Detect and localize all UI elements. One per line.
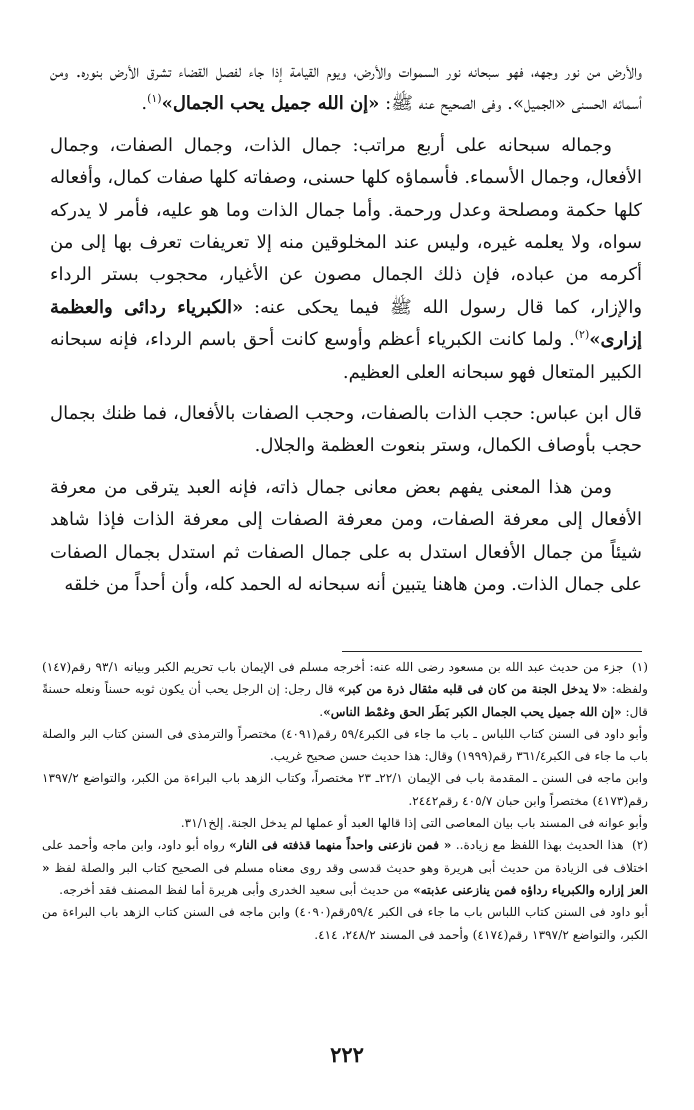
footnote-1-ref-ibn-majah: وابن ماجه فى السنن ـ المقدمة باب فى الإيمان ٢٢/١ـ ٢٣ مختصراً، وكتاب الزهد باب البراءة من الكبر، والتواضع ١٣٩٧/٢ رقم(٤١٧٣) مختصراً وابن حبان ٤٠٥/٧ رقم٢٤٤٢. bbox=[42, 771, 648, 808]
footnote-ref-2[interactable]: (٢) bbox=[574, 328, 590, 342]
footnote-number: (١) bbox=[631, 660, 648, 674]
footnote-2: (٢) هذا الحديث بهذا اللفظ مع زيادة.. « فمن نازعنى واحداً منهما قذفته فى النار» رواه أبو داود، وابن ماجه وأحمد على اختلاف فى الزيادة من حديث أبى هريرة وهو حديث قدسى وقد روى معناه مسلم فى الصحيح كتاب البر والصلة لفظ « العز إزاره والكبرياء رداؤه فمن ينازعنى عذبته» من حديث أبى سعيد الخدرى وأبى هريرة أما لفظ المصنف فقد أخرجه. bbox=[42, 834, 648, 901]
paragraph-4: ومن هذا المعنى يفهم بعض معانى جمال ذاته، فإنه العبد يترقى من معرفة الأفعال إلى معرفة الصفات، ومن معرفة الصفات إلى معرفة الذات فإذا شاهد شيئاً من جمال الأفعال استدل به على جمال الصفات ثم استدل بجمال الصفات على جمال الذات. ومن هاهنا يتبين أنه سبحانه له الحمد كله، وأن أحداً من خلقه bbox=[50, 476, 642, 596]
paragraph-2: وجماله سبحانه على أربع مراتب: جمال الذات، وجمال الصفات، وجمال الأفعال، وجمال الأسماء. فأسماؤه كلها حسنى، وصفاته كلها صفات كمال، وأفعاله كلها حكمة ومصلحة وعدل ورحمة. وأما جمال الذات وما هو عليه، فأمر لا يدركه سواه، ولا يعلمه غيره، وليس عند المخلوقين منه إلا تعريفات تعرف بها إلى من أكرمه من عباده، فإن ذلك الجمال مصون عن الأغيار، محجوب بستر الرداء والإزار، كما قال رسول الله ﷺ فيما يحكى عنه: «الكبرياء ردائى والعظمة إزارى»$^{(٢)}$. ولما كانت الكبرياء أعظم وأوسع كانت أحق باسم الرداء، فإنه سبحانه الكبير المتعال فهو سبحانه العلى العظيم. bbox=[50, 134, 643, 383]
footnote-1: (١) جزء من حديث عبد الله بن مسعود رضى الله عنه: أخرجه مسلم فى الإيمان باب تحريم الكبر وبيانه ٩٣/١ رقم(١٤٧) ولفظه: «لا يدخل الجنة من كان فى قلبه مثقال ذرة من كبر» قال رجل: إن الرجل يحب أن يكون ثوبه حسناً ونعله حسنةً قال: «إن الله جميل يحب الجمال الكبر بَطَر الحق وغمْط الناس». bbox=[42, 656, 648, 723]
hadith-quote: «الكبرياء ردائى والعظمة إزارى» bbox=[50, 296, 642, 351]
footnotes bbox=[42, 656, 648, 946]
footnote-number: (٢) bbox=[631, 838, 649, 853]
footnote-2-ref-abu-dawud: أبو داود فى السنن كتاب اللباس باب ما جاء فى الكبر ٥٩/٤رقم(٤٠٩٠) وابن ماجه فى السنن كتاب الزهد باب البراءة من الكبر، والتواضع ١٣٩٧/٢ رقم(٤١٧٤) وأحمد فى المسند ٢٤٨/٢، ٤١٤. bbox=[42, 905, 648, 942]
hadith-quote: «إن الله جميل يحب الجمال» bbox=[161, 93, 380, 115]
footnote-1-ref-abu-dawud: وأبو داود فى السنن كتاب اللباس ـ باب ما جاء فى الكبر٥٩/٤ رقم(٤٠٩١) مختصراً والترمذى فى السنن كتاب البر والصلة باب ما جاء فى الكبر٣٦١/٤ رقم(١٩٩٩) وقال: هذا حديث حسن صحيح غريب. bbox=[42, 726, 648, 764]
main-text bbox=[50, 56, 642, 611]
footnote-divider bbox=[342, 651, 642, 652]
paragraph-1: والأرض من نور وجهه، فهو سبحانه نور السموات والأرض، ويوم القيامة إذا جاء لفصل القضاء تشرق الأرض بنوره. ومن أسمائه الحسنى «الجميل». وفى الصحيح عنه ﷺ: «إن الله جميل يحب الجمال»$^{(١)}$. bbox=[50, 61, 642, 115]
footnote-1-ref-abu-awana: وأبو عوانه فى المسند باب بيان المعاصى التى إذا قالها العبد أو عملها لم يدخل الجنة. إلخ٣١/١. bbox=[180, 816, 648, 831]
page-number: ٢٢٢ bbox=[330, 1042, 364, 1067]
paragraph-3: قال ابن عباس: حجب الذات بالصفات، وحجب الصفات بالأفعال، فما ظنك بجمال حجب بأوصاف الكمال، وستر بنعوت العظمة والجلال. bbox=[50, 403, 642, 457]
footnote-ref-1[interactable]: (١) bbox=[147, 92, 162, 106]
